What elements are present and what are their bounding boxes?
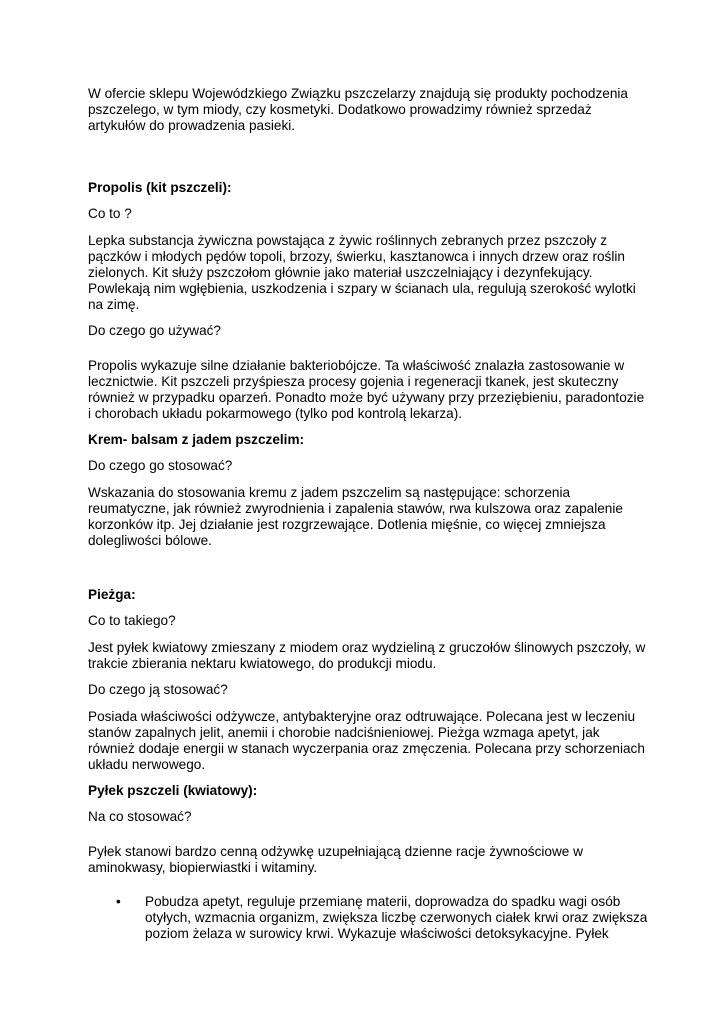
piezga-answer-1 xyxy=(88,640,648,672)
piezga-heading: Pieżga: xyxy=(88,587,136,602)
piezga-question-2: Do czego ją stosować? xyxy=(88,682,228,697)
paragraph-line: pączków i młodych pędów topoli, brzozy, świerku, kasztanowca i innych drzew oraz roślin xyxy=(88,249,625,264)
paragraph-line: Jest pyłek kwiatowy zmieszany z miodem oraz wydzieliną z gruczołów ślinowych pszczoły, w xyxy=(88,640,646,655)
krem-question-1: Do czego go stosować? xyxy=(88,458,233,473)
paragraph-line: zielonych. Kit służy pszczołom głównie jako materiał uszczelniający i dezynfekujący. xyxy=(88,265,593,280)
paragraph-line: Pyłek stanowi bardzo cenną odżywkę uzupełniającą dzienne racje żywnościowe w xyxy=(88,844,583,859)
bullet-icon: • xyxy=(116,894,121,909)
paragraph-line: układu nerwowego. xyxy=(88,757,206,772)
paragraph-line: i chorobach układu pokarmowego (tylko pod kontrolą lekarza). xyxy=(88,406,463,421)
propolis-question-2: Do czego go używać? xyxy=(88,323,221,338)
pylek-heading: Pyłek pszczeli (kwiatowy): xyxy=(88,783,258,798)
krem-heading: Krem- balsam z jadem pszczelim: xyxy=(88,432,305,447)
document-page xyxy=(88,86,648,942)
paragraph-line: Lepka substancja żywiczna powstająca z żywic roślinnych zebranych przez pszczoły z xyxy=(88,233,608,248)
piezga-question-1: Co to takiego? xyxy=(88,613,176,628)
paragraph-line: otyłych, wzmacnia organizm, zwiększa liczbę czerwonych ciałek krwi oraz zwiększa xyxy=(145,910,648,925)
propolis-question-1: Co to ? xyxy=(88,206,132,221)
paragraph-line: również w przypadku oparzeń. Ponadto może być używany przy przeziębieniu, paradontozie xyxy=(88,390,645,405)
paragraph-line: również dodaje energii w stanach wyczerpania oraz zmęczenia. Polecana przy schorzeniach xyxy=(88,741,645,756)
intro-line: pszczelego, w tym miody, czy kosmetyki. Dodatkowo prowadzimy również sprzedaż xyxy=(88,102,592,117)
paragraph-line: reumatyczne, jak również zwyrodnienia i zapalenia stawów, rwa kulszowa oraz zapalenie xyxy=(88,501,623,516)
list-item xyxy=(88,894,648,942)
pylek-answer-1 xyxy=(88,844,648,876)
paragraph-line: aminokwasy, biopierwiastki i witaminy. xyxy=(88,860,318,875)
pylek-question-1: Na co stosować? xyxy=(88,809,192,824)
paragraph-line: stanów zapalnych jelit, anemii i chorobie nadciśnieniowej. Pieżga wzmaga apetyt, jak xyxy=(88,725,600,740)
list-item-text xyxy=(145,894,648,942)
propolis-answer-2 xyxy=(88,358,648,422)
intro-line: artykułów do prowadzenia pasieki. xyxy=(88,118,296,133)
paragraph-line: Propolis wykazuje silne działanie bakteriobójcze. Ta właściwość znalazła zastosowanie w xyxy=(88,358,625,373)
paragraph-line: Posiada właściwości odżywcze, antybakteryjne oraz odtruwające. Polecana jest w leczeniu xyxy=(88,709,636,724)
propolis-answer-1 xyxy=(88,233,648,313)
piezga-answer-2 xyxy=(88,709,648,773)
intro-paragraph xyxy=(88,86,648,134)
paragraph-line: Pobudza apetyt, reguluje przemianę materii, doprowadza do spadku wagi osób xyxy=(145,894,621,909)
paragraph-line: Powlekają nim wgłębienia, uszkodzenia i szpary w ścianach ula, regulują szerokość wylotki xyxy=(88,281,636,296)
intro-line: W ofercie sklepu Wojewódzkiego Związku pszczelarzy znajdują się produkty pochodzenia xyxy=(88,86,628,101)
paragraph-line: Wskazania do stosowania kremu z jadem pszczelim są następujące: schorzenia xyxy=(88,485,571,500)
paragraph-line: na zimę. xyxy=(88,297,140,312)
paragraph-line: trakcie zbierania nektaru kwiatowego, do produkcji miodu. xyxy=(88,656,437,671)
paragraph-line: poziom żelaza w surowicy krwi. Wykazuje właściwości detoksykacyjne. Pyłek xyxy=(145,926,609,941)
paragraph-line: lecznictwie. Kit pszczeli przyśpiesza procesy gojenia i regeneracji tkanek, jest skuteczny xyxy=(88,374,619,389)
krem-answer-1 xyxy=(88,485,648,549)
paragraph-line: dolegliwości bólowe. xyxy=(88,533,212,548)
paragraph-line: korzonków itp. Jej działanie jest rozgrzewające. Dotlenia mięśnie, co więcej zmniejsza xyxy=(88,517,606,532)
propolis-heading: Propolis (kit pszczeli): xyxy=(88,180,232,195)
